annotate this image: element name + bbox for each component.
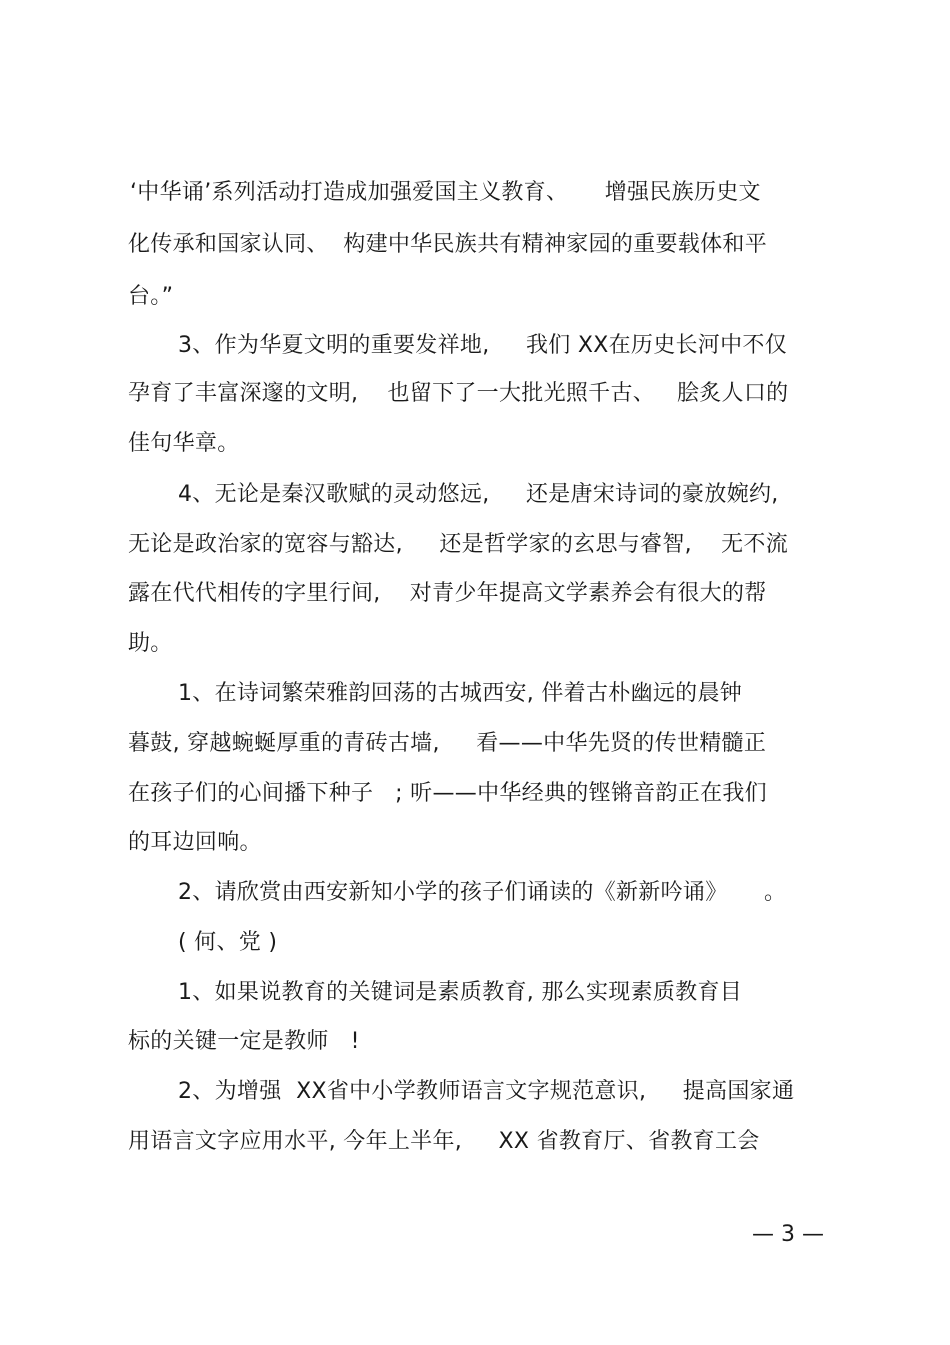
text-line: 2、为增强 XX省中小学教师语言文字规范意识, 提高国家通: [178, 1079, 795, 1104]
text-line: 无论是政治家的宽容与豁达, 还是哲学家的玄思与睿智, 无不流: [128, 532, 789, 557]
text-line: 佳句华章。: [128, 431, 240, 456]
text-line: 化传承和国家认同、 构建中华民族共有精神家园的重要载体和平: [128, 232, 767, 257]
text-line: 用语言文字应用水平, 今年上半年, XX 省教育厅、省教育工会: [128, 1129, 760, 1154]
text-line: 3、作为华夏文明的重要发祥地, 我们 XX在历史长河中不仅: [178, 333, 787, 358]
text-line: 的耳边回响。: [128, 830, 262, 855]
text-line: 暮鼓, 穿越蜿蜒厚重的青砖古墙, 看——中华先贤的传世精髓正: [128, 731, 767, 756]
text-line: 1、在诗词繁荣雅韵回荡的古城西安, 伴着古朴幽远的晨钟: [178, 681, 743, 706]
text-line: 助。: [128, 631, 173, 656]
text-line: 孕育了丰富深邃的文明, 也留下了一大批光照千古、 脍炙人口的: [128, 381, 789, 406]
text-line: 露在代代相传的字里行间, 对青少年提高文学素养会有很大的帮: [128, 581, 767, 606]
text-line: ‘中华诵’系列活动打造成加强爱国主义教育、 增强民族历史文: [130, 180, 761, 205]
text-line: 4、无论是秦汉歌赋的灵动悠远, 还是唐宋诗词的豪放婉约,: [178, 482, 779, 507]
text-line: 台。”: [128, 284, 174, 309]
page-number: — 3 —: [752, 1222, 824, 1247]
text-line: 标的关键一定是教师 !: [128, 1029, 360, 1054]
text-line: 在孩子们的心间播下种子 ; 听——中华经典的铿锵音韵正在我们: [128, 781, 767, 806]
text-line: ( 何、党 ): [178, 930, 278, 955]
text-line: 1、如果说教育的关键词是素质教育, 那么实现素质教育目: [178, 980, 743, 1005]
text-line: 2、请欣赏由西安新知小学的孩子们诵读的《新新吟诵》 。: [178, 880, 787, 905]
